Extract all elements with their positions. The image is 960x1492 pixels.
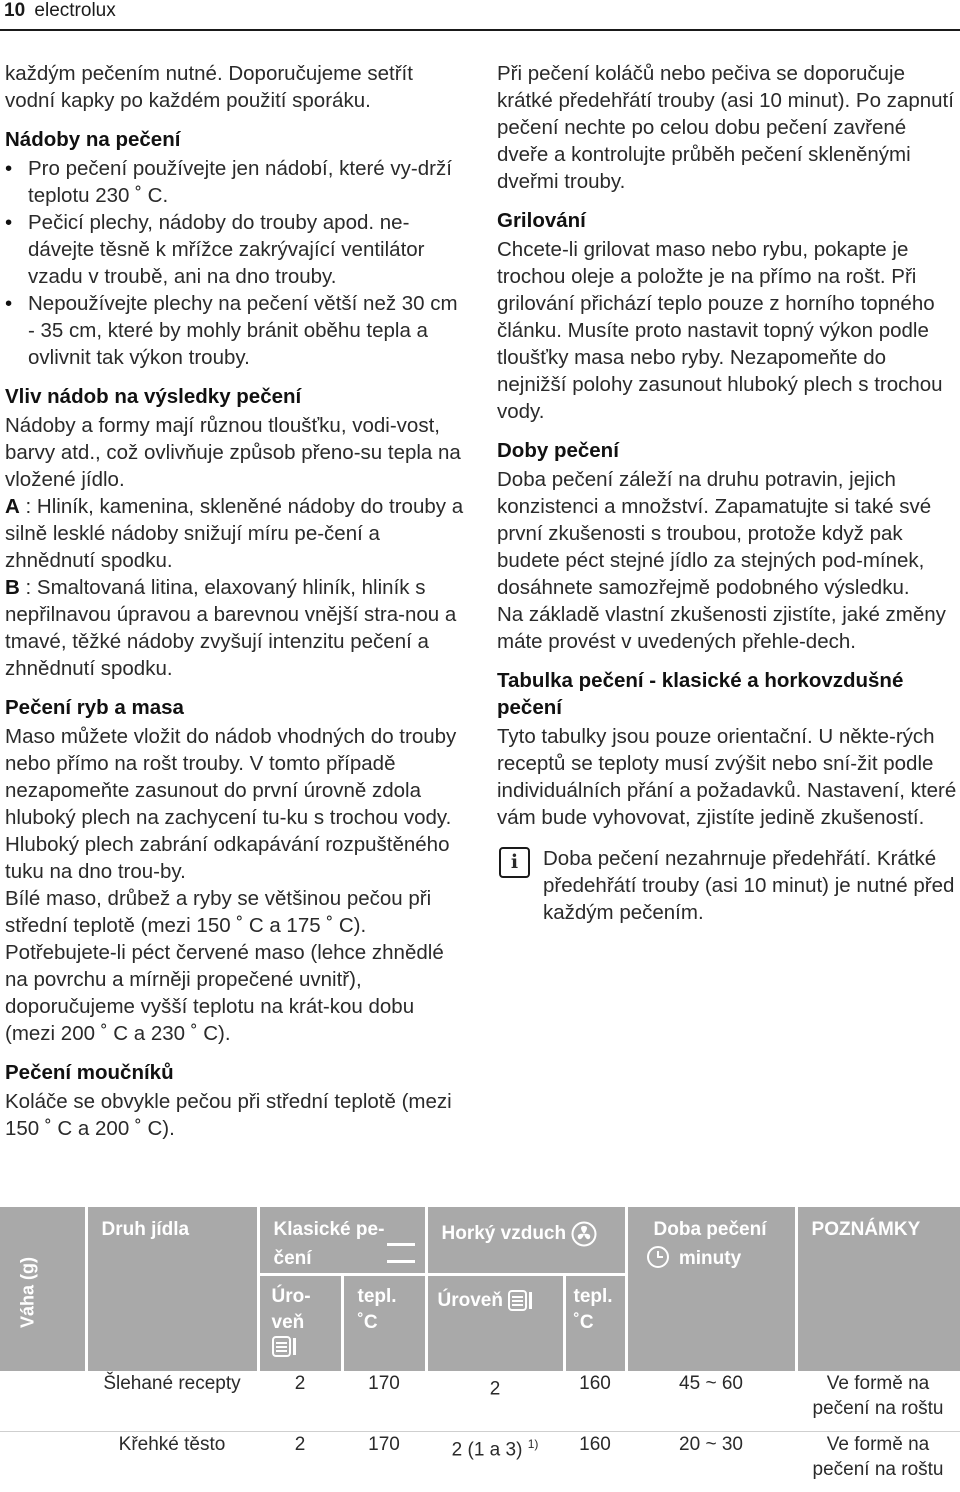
note-cell: Ve formě na pečení na roštu — [812, 1372, 944, 1419]
moucniky-text: Koláče se obvykle pečou při střední teplotě (mezi 150 ˚ C a 200 ˚ C). — [5, 1090, 452, 1140]
label-b: B — [5, 576, 20, 599]
hotair-header — [426, 1207, 626, 1275]
classic-temp-text: tepl. ˚C — [357, 1286, 397, 1333]
weight-header — [0, 1207, 86, 1371]
classic-level-cell: 2 — [294, 1372, 306, 1394]
hotair-level-value: 2 — [489, 1377, 501, 1399]
note-text: Doba pečení nezahrnuje předehřátí. Krátké předehřátí trouby (asi 10 minut) je nutné před každým pečením. — [543, 847, 955, 924]
classic-header — [258, 1207, 426, 1275]
footnote-mark: 1) — [527, 1436, 539, 1451]
nadoby-list — [5, 155, 467, 371]
note-cell: Ve formě na pečení na roštu — [796, 1431, 960, 1492]
hotair-header-text: Horký vzduch — [441, 1223, 567, 1244]
shelf-level-icon — [272, 1336, 298, 1358]
heading-vliv: Vliv nádob na výsledky pečení — [5, 385, 302, 408]
clock-icon — [646, 1245, 670, 1269]
label-a: A — [5, 495, 20, 518]
right-intro-text: Při pečení koláčů nebo pečiva se doporučuje krátké předehřátí trouby (asi 10 minut). Po zapnutí pečení nechte po celou dobu pečení zavřené dveře a kontrolujte průběh pečení skleněnými dveřmi trouby. — [497, 62, 954, 193]
notes-header-text: POZNÁMKY — [811, 1219, 921, 1240]
gril-text: Chcete-li grilovat maso nebo rybu, pokapte je trochou oleje a položte je na přímo na rošt. Při grilování přichází teplo pouze z horního topného článku. Musíte proto nastavit topný výkon podle tloušťky masa nebo ryby. Nezapomeňte do nejnižší polohy zasunout hluboký plech s trochou vody. — [497, 238, 943, 423]
dish-cell: Šlehané recepty — [103, 1372, 241, 1394]
time-cell: 45 ~ 60 — [679, 1372, 743, 1394]
classic-level-header — [258, 1275, 342, 1371]
classic-level-cell: 2 — [258, 1431, 342, 1492]
heading-ryby: Pečení ryb a masa — [5, 696, 184, 719]
ryby-paragraph-3: Potřebujete-li péct červené maso (lehce zhnědlé na povrchu a mírněji propečené uvnitř), doporučujeme vyšší teplotu na krát-kou dobu (mezi 200 ˚ C a 230 ˚ C). — [5, 941, 444, 1045]
time-header-text: Doba pečení minuty — [653, 1219, 767, 1269]
list-item: • Pro pečení používejte jen nádobí, které vy-drží teplotu 230 ˚ C. — [5, 155, 467, 209]
table-row — [0, 1371, 960, 1432]
time-cell: 20 ~ 30 — [626, 1431, 796, 1492]
dish-cell: Křehké těsto — [86, 1431, 258, 1492]
weight-header-text: Váha (g) — [17, 1256, 38, 1329]
doby-paragraph-1: Doba pečení záleží na druhu potravin, jejich konzistenci a množství. Zapamatujte si také své první zkušenosti s troubou, protože když pak budete péct stejné jídlo za stejných pod-mínek, dosáhnete samozřejmě podobného výsledku. — [497, 468, 932, 599]
info-note — [497, 845, 958, 926]
page-header — [4, 0, 116, 22]
page-number: 10 — [4, 0, 26, 21]
time-header — [626, 1207, 796, 1371]
ryby-paragraph-2: Bílé maso, drůbež a ryby se většinou pečou při střední teplotě (mezi 150 ˚ C a 175 ˚ C). — [5, 887, 432, 937]
left-column — [5, 60, 467, 1142]
header-divider — [0, 29, 960, 31]
list-item: • Nepoužívejte plechy na pečení větší než 30 cm - 35 cm, které by mohly bránit oběhu tepla a ovlivnit tak výkon trouby. — [5, 290, 467, 371]
dish-header — [86, 1207, 258, 1371]
hotair-level-cell — [426, 1371, 564, 1432]
classic-temp-cell: 170 — [342, 1431, 426, 1492]
classic-level-text: Úro-veň — [271, 1286, 311, 1333]
brand-name: electrolux — [34, 0, 116, 21]
classic-header-text: Klasické pe-čení — [273, 1219, 385, 1269]
table-row — [0, 1431, 960, 1492]
hotair-temp-header — [564, 1275, 626, 1371]
hotair-level-value: 2 (1 a 3) — [451, 1438, 523, 1460]
left-intro-text: každým pečením nutné. Doporučujeme setřít vodní kapky po každém použití sporáku. — [5, 62, 413, 112]
tabulka-text: Tyto tabulky jsou pouze orientační. U někte-rých receptů se teploty musí zvýšit nebo sní-žit podle individuálních přání a požadavků. Nastavení, které vám bude vyhovovat, zjistíte jedině zkušeností. — [497, 725, 957, 829]
hotair-temp-text: tepl. ˚C — [573, 1286, 613, 1333]
text-a: : Hliník, kamenina, skleněné nádoby do trouby a silně lesklé nádoby snižují míru pe-čení a zhnědnutí spodku. — [5, 495, 464, 572]
hotair-level-cell — [426, 1431, 564, 1492]
right-column — [497, 60, 958, 926]
heading-moucniky: Pečení moučníků — [5, 1061, 174, 1084]
doby-paragraph-2: Na základě vlastní zkušenosti zjistíte, jaké změny máte provést v uvedených přehle-dech. — [497, 603, 946, 653]
dish-header-text: Druh jídla — [101, 1219, 190, 1240]
classic-temp-cell: 170 — [368, 1372, 400, 1394]
hotair-temp-cell: 160 — [579, 1372, 611, 1394]
heading-tabulka: Tabulka pečení - klasické a horkovzdušné pečení — [497, 669, 904, 719]
classic-heat-icon — [387, 1243, 415, 1265]
hotair-level-text: Úroveň — [437, 1290, 503, 1311]
list-item: • Pečicí plechy, nádoby do trouby apod. ne-dávejte těsně k mřížce zakrývající ventilátor vzadu v troubě, ani na dno trouby. — [5, 209, 467, 290]
heading-nadoby: Nádoby na pečení — [5, 128, 181, 151]
hotair-level-header — [426, 1275, 564, 1371]
ryby-paragraph-1: Maso můžete vložit do nádob vhodných do trouby nebo přímo na rošt trouby. V tomto případě nezapomeňte zasunout do první úrovně zdola hluboký plech na zachycení tu-ku s trochou vody. Hluboký plech zabrání odkapávání rozpuštěného tuku na dno trou-by. — [5, 725, 457, 883]
weight-cell — [0, 1371, 86, 1432]
fan-icon — [571, 1221, 597, 1247]
info-icon: i — [499, 847, 530, 878]
heading-grilovani: Grilování — [497, 209, 586, 232]
item-a — [5, 493, 467, 574]
shelf-level-icon — [508, 1290, 534, 1312]
item-b — [5, 574, 467, 682]
text-b: : Smaltovaná litina, elaxovaný hliník, hliník s nepřilnavou úpravou a barevnou vnější stra-nou a tmavé, těžké nádoby zvyšují intenzitu pečení a zhnědnutí spodku. — [5, 576, 457, 680]
heading-doby: Doby pečení — [497, 439, 619, 462]
classic-temp-header — [342, 1275, 426, 1371]
hotair-temp-cell: 160 — [564, 1431, 626, 1492]
vliv-text: Nádoby a formy mají různou tloušťku, vodi-vost, barvy atd., což ovlivňuje způsob přeno-su tepla na vložené jídlo. — [5, 414, 461, 491]
weight-cell — [0, 1431, 86, 1492]
baking-table — [0, 1207, 960, 1492]
notes-header — [796, 1207, 960, 1371]
